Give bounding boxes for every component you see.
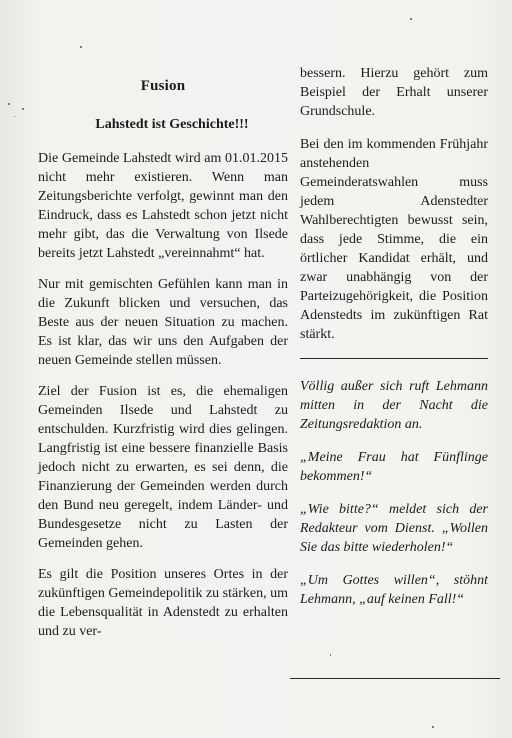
bottom-divider (290, 678, 500, 679)
article-title: Fusion (140, 78, 186, 94)
scan-speck (432, 726, 434, 728)
scan-speck (80, 46, 82, 48)
joke-paragraph: „Wie bitte?“ meldet sich der Redakteur vom Dienst. „Wollen Sie das bitte wiederholen!“ (300, 502, 488, 555)
article-paragraph: Ziel der Fusion ist es, die ehemaligen Gemeinden Ilsede und Lahstedt zu entschulden. Kurzfristig wird dies gelingen. Langfristig ist eine bessere finanzielle Basis jedoch nicht zu erwarten, es sei denn, die Finanzierung der Gemeinden werden durch den Bund neu geregelt, indem Länder- und Bundesgesetze nicht zu Lasten der Gemeinden gehen. (38, 384, 288, 551)
scan-speck (410, 18, 412, 20)
article-paragraph: Die Gemeinde Lahstedt wird am 01.01.2015 nicht mehr existieren. Wenn man Zeitungsberichte verfolgt, gewinnt man den Eindruck, dass es Lahstedt schon jetzt nicht mehr gibt, das die Verwaltung von Ilsede bereits jetzt Lahstedt „vereinnahmt“ hat. (38, 151, 288, 261)
scan-speck (8, 103, 10, 105)
scan-speck (330, 654, 331, 656)
section-divider (300, 358, 488, 359)
article-paragraph: Nur mit gemischten Gefühlen kann man in die Zukunft blicken und versuchen, das Beste aus der neuen Situation zu machen. Es ist klar, das wir uns den Aufgaben der neuen Gemeinde stellen müssen. (38, 277, 288, 368)
scan-speck (14, 116, 15, 117)
article-paragraph: Bei den im kommenden Frühjahr anstehenden Gemeinderatswahlen muss jedem Adenstedter Wahlberechtigten bewusst sein, dass jede Stimme, die ein örtlicher Kandidat erhält, und zwar unabhängig von der Parteizugehörigkeit, die Position Adenstedts im zukünftigen Rat stärkt. (300, 137, 488, 342)
scan-speck (22, 108, 24, 110)
article-paragraph: Es gilt die Position unseres Ortes in der zukünftigen Gemeindepolitik zu stärken, um die Lebensqualität in Adenstedt zu erhalten und zu ver- (38, 567, 288, 639)
joke-paragraph: „Meine Frau hat Fünflinge bekommen!“ (300, 450, 488, 484)
article-subtitle: Lahstedt ist Geschichte!!! (95, 117, 249, 132)
joke-paragraph: „Um Gottes willen“, stöhnt Lehmann, „auf keinen Fall!“ (300, 573, 488, 607)
right-column (300, 64, 488, 623)
joke-paragraph: Völlig außer sich ruft Lehmann mitten in der Nacht die Zeitungsredaktion an. (300, 379, 488, 432)
left-column (38, 74, 288, 653)
article-paragraph: bessern. Hierzu gehört zum Beispiel der Erhalt unserer Grundschule. (300, 66, 488, 119)
